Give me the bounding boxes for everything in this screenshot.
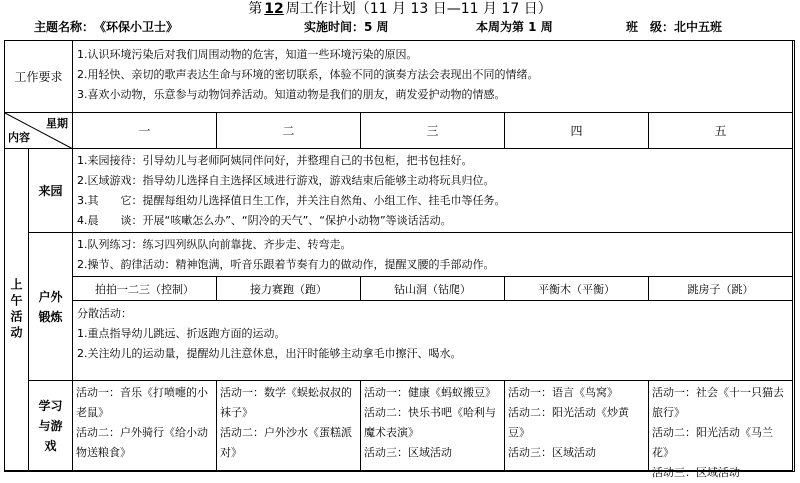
outdoor-drills [73,233,793,277]
week-number: 12 [264,1,284,17]
duration-field: 实施时间：5 周 [304,20,389,34]
day-header-wed: 三 [361,113,505,149]
split-title: 分散活动： [77,307,132,320]
theme-value: 《环保小卫士》 [100,20,179,34]
activity-item: 活动一：音乐《打喷嚏的小老鼠》 [76,386,208,419]
learning-wed [361,381,505,471]
arrival-content [73,149,793,233]
split-item: 2.关注幼儿的运动量，提醒幼儿注意休息，出汗时能够主动拿毛巾擦汗、喝水。 [77,347,462,360]
corner-header [5,113,73,149]
requirement-item: 2.用轻快、亲切的歌声表达生命与环境的密切联系，体验不同的演奏方法会表现出不同的情绪。 [77,68,539,81]
day-header-tue: 二 [217,113,361,149]
learning-tue [217,381,361,471]
activity-item: 活动一：语言《鸟窝》 [508,386,618,399]
daily-sport-fri: 跳房子（跳） [649,277,793,301]
activity-item: 活动二：户外沙水《蛋糕派对》 [220,426,352,459]
activity-item: 活动三：区域活动 [652,466,740,479]
activity-item: 活动一：健康《蚂蚁搬豆》 [364,386,496,399]
title-prefix: 第 [248,1,263,17]
activity-item: 活动三：区域活动 [508,446,596,459]
activity-item: 活动三：区域活动 [364,446,452,459]
current-week-field: 本周为第 1 周 [476,20,553,34]
activity-item: 活动二：快乐书吧《哈利与魔术表演》 [364,406,496,439]
arrival-item: 2.区域游戏：指导幼儿选择自主选择区域进行游戏，游戏结束后能够主动将玩具归位。 [77,174,495,187]
outdoor-label: 户外锻炼 [29,233,73,381]
learning-thu [505,381,649,471]
split-item: 1.重点指导幼儿跳远、折返跑方面的运动。 [77,327,286,340]
learning-label: 学习与游戏 [29,381,73,471]
arrival-item: 1.来园接待：引导幼儿与老师阿姨同伴问好，并整理自己的书包柜，把书包挂好。 [77,154,473,167]
activity-item: 活动一：社会《十一只猫去旅行》 [652,386,784,419]
activity-item: 活动二：阳光活动《马兰花》 [652,426,773,459]
activity-item: 活动一：数学《蜈蚣叔叔的袜子》 [220,386,352,419]
work-requirements-content [73,41,793,113]
daily-sport-thu: 平衡木（平衡） [505,277,649,301]
arrival-item: 3.其 它：提醒每组幼儿选择值日生工作，并关注自然角、小组工作、挂毛巾等任务。 [77,194,506,207]
activity-item: 活动二：阳光活动《炒黄豆》 [508,406,629,439]
daily-sport-tue: 接力赛跑（跑） [217,277,361,301]
class-field: 班 级：北中五班 [626,20,723,34]
learning-fri [649,381,793,479]
outdoor-item: 1.队列练习：练习四列纵队向前靠拢、齐步走、转弯走。 [77,238,352,251]
activity-item: 活动二：户外骑行《给小动物送粮食》 [76,426,208,459]
plan-table [4,40,795,479]
theme-field [34,19,178,35]
day-header-thu: 四 [505,113,649,149]
title-suffix: 周工作计划（11 月 13 日—11 月 17 日） [285,1,552,17]
arrival-label: 来园 [29,149,73,233]
work-requirements-label: 工作要求 [5,41,73,113]
arrival-item: 4.晨 谈：开展“咳嗽怎么办”、“阴冷的天气”、“保护小动物”等谈话活动。 [77,214,452,227]
theme-label: 主题名称： [34,20,95,34]
requirement-item: 3.喜欢小动物，乐意参与动物饲养活动。知道动物是我们的朋友，萌发爱护动物的情感。 [77,88,506,101]
outdoor-item: 2.操节、韵律活动：精神饱满，听音乐跟着节奏有力的做动作，提醒叉腰的手部动作。 [77,258,495,271]
outdoor-split-activities [73,301,793,381]
daily-sport-mon: 拍拍一二三（控制） [73,277,217,301]
page-title [0,1,800,17]
requirement-item: 1.认识环境污染后对我们周围动物的危害，知道一些环境污染的原因。 [77,48,418,61]
day-header-mon: 一 [73,113,217,149]
daily-sport-wed: 钻山洞（钻爬） [361,277,505,301]
corner-content-label: 内容 [8,131,30,144]
morning-activity-label: 上午活动 [5,149,29,471]
corner-day-label: 星期 [46,117,68,130]
learning-mon [73,381,217,471]
day-header-fri: 五 [649,113,793,149]
